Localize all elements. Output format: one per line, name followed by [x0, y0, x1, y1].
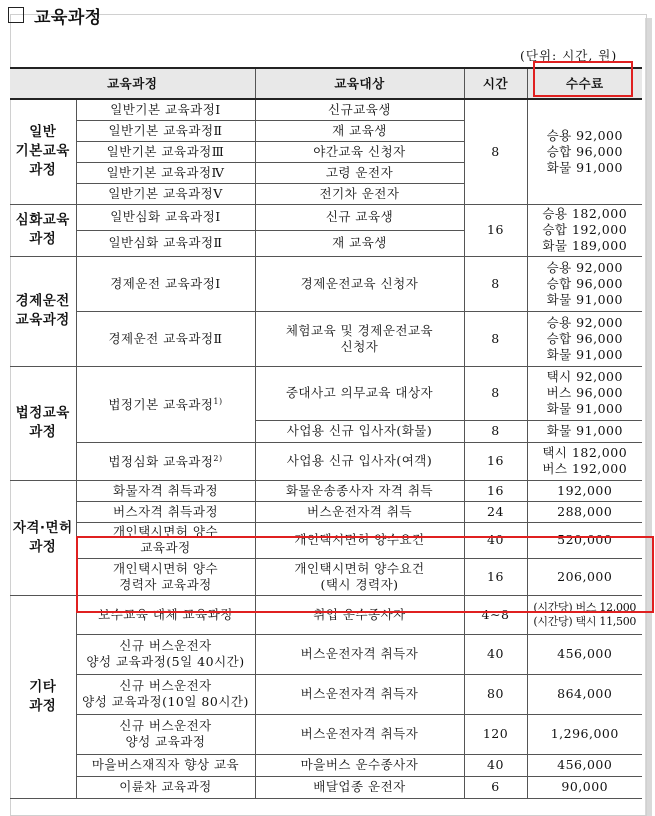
hours-cell: 80 — [464, 674, 527, 714]
table-row — [10, 776, 642, 798]
target-cell: 신규 교육생 — [255, 204, 464, 230]
category-eco-driving: 경제운전 교육과정 — [10, 256, 76, 366]
fee-cell: 택시 92,000 버스 96,000 화물 91,000 — [527, 366, 642, 420]
table-row — [10, 99, 642, 120]
target-cell: 경제운전교육 신청자 — [255, 256, 464, 311]
course-text: 법정기본 교육과정 — [108, 397, 214, 413]
fee-cell: 456,000 — [527, 634, 642, 674]
fee-cell: 90,000 — [527, 776, 642, 798]
fee-cell: 192,000 — [527, 480, 642, 501]
hours-cell: 8 — [464, 366, 527, 420]
target-cell: 체험교육 및 경제운전교육 신청자 — [255, 311, 464, 366]
course-cell: 신규 버스운전자 양성 교육과정(10일 80시간) — [76, 674, 255, 714]
course-text: 법정심화 교육과정 — [108, 454, 214, 470]
course-cell: 이륜차 교육과정 — [76, 776, 255, 798]
checkbox-square-icon — [8, 7, 24, 23]
target-cell: 버스운전자격 취득자 — [255, 674, 464, 714]
header-course: 교육과정 — [10, 68, 255, 99]
hours-cell: 16 — [464, 558, 527, 595]
target-cell: 사업용 신규 입사자(여객) — [255, 442, 464, 480]
table-row — [10, 204, 642, 230]
hours-cell: 6 — [464, 776, 527, 798]
hours-cell: 8 — [464, 311, 527, 366]
target-cell: 버스운전자격 취득자 — [255, 634, 464, 674]
footnote-mark: 2) — [213, 454, 223, 464]
category-legal: 법정교육 과정 — [10, 366, 76, 480]
table-row — [10, 754, 642, 776]
table-row — [10, 256, 642, 311]
hours-cell: 40 — [464, 522, 527, 558]
table-row — [10, 595, 642, 634]
target-cell: 야간교육 신청자 — [255, 141, 464, 162]
target-cell: 취업 운수종사자 — [255, 595, 464, 634]
target-cell: 재 교육생 — [255, 230, 464, 256]
course-cell: 마을버스재직자 향상 교육 — [76, 754, 255, 776]
target-cell: 사업용 신규 입사자(화물) — [255, 420, 464, 442]
fee-cell: 승용 92,000 승합 96,000 화물 91,000 — [527, 256, 642, 311]
table-row — [10, 634, 642, 674]
course-cell: 신규 버스운전자 양성 교육과정 — [76, 714, 255, 754]
course-cell: 버스자격 취득과정 — [76, 501, 255, 522]
target-cell: 개인택시면허 양수요건 — [255, 522, 464, 558]
fee-cell: 승용 182,000 승합 192,000 화물 189,000 — [527, 204, 642, 256]
course-table — [10, 67, 642, 799]
category-general: 일반 기본교육 과정 — [10, 99, 76, 204]
hours-cell: 8 — [464, 99, 527, 204]
fee-cell: 승용 92,000 승합 96,000 화물 91,000 — [527, 311, 642, 366]
course-cell — [76, 442, 255, 480]
fee-cell: 864,000 — [527, 674, 642, 714]
target-cell: 신규교육생 — [255, 99, 464, 120]
fee-cell: 456,000 — [527, 754, 642, 776]
target-cell: 마을버스 운수종사자 — [255, 754, 464, 776]
course-cell: 화물자격 취득과정 — [76, 480, 255, 501]
table-row — [10, 480, 642, 501]
hours-cell: 8 — [464, 256, 527, 311]
table-row — [10, 714, 642, 754]
fee-cell: 520,000 — [527, 522, 642, 558]
fee-cell: 택시 182,000 버스 192,000 — [527, 442, 642, 480]
target-cell: 중대사고 의무교육 대상자 — [255, 366, 464, 420]
category-advanced: 심화교육 과정 — [10, 204, 76, 256]
fee-cell: 화물 91,000 — [527, 420, 642, 442]
course-cell: 개인택시면허 양수 교육과정 — [76, 522, 255, 558]
fee-cell: 288,000 — [527, 501, 642, 522]
course-cell: 경제운전 교육과정Ⅰ — [76, 256, 255, 311]
fee-cell: 승용 92,000 승합 96,000 화물 91,000 — [527, 99, 642, 204]
table-row — [10, 558, 642, 595]
course-cell: 일반기본 교육과정Ⅴ — [76, 183, 255, 204]
table-row — [10, 442, 642, 480]
target-cell: 전기차 운전자 — [255, 183, 464, 204]
hours-cell: 16 — [464, 204, 527, 256]
course-cell: 일반기본 교육과정Ⅳ — [76, 162, 255, 183]
unit-note: (단위: 시간, 원) — [520, 48, 618, 63]
table-row — [10, 674, 642, 714]
course-cell: 경제운전 교육과정Ⅱ — [76, 311, 255, 366]
table-row — [10, 366, 642, 420]
course-cell: 일반심화 교육과정Ⅱ — [76, 230, 255, 256]
hours-cell: 8 — [464, 420, 527, 442]
target-cell: 고령 운전자 — [255, 162, 464, 183]
course-cell: 일반기본 교육과정Ⅰ — [76, 99, 255, 120]
category-other: 기타 과정 — [10, 595, 76, 798]
course-cell: 일반기본 교육과정Ⅱ — [76, 120, 255, 141]
course-cell: 개인택시면허 양수 경력자 교육과정 — [76, 558, 255, 595]
target-cell: 버스운전자격 취득자 — [255, 714, 464, 754]
footnote-mark: 1) — [213, 397, 223, 407]
table-row — [10, 501, 642, 522]
course-cell: 신규 버스운전자 양성 교육과정(5일 40시간) — [76, 634, 255, 674]
fee-cell: (시간당) 버스 12,000 (시간당) 택시 11,500 — [527, 595, 642, 634]
course-cell: 보수교육 대체 교육과정 — [76, 595, 255, 634]
section-title — [8, 2, 102, 28]
hours-cell: 40 — [464, 754, 527, 776]
hours-cell: 4∼8 — [464, 595, 527, 634]
hours-cell: 120 — [464, 714, 527, 754]
header-fee: 수수료 — [527, 68, 642, 99]
target-cell: 개인택시면허 양수요건 (택시 경력자) — [255, 558, 464, 595]
fee-cell: 1,296,000 — [527, 714, 642, 754]
hours-cell: 16 — [464, 480, 527, 501]
header-hours: 시간 — [464, 68, 527, 99]
hours-cell: 40 — [464, 634, 527, 674]
table-row — [10, 522, 642, 558]
target-cell: 버스운전자격 취득 — [255, 501, 464, 522]
hours-cell: 16 — [464, 442, 527, 480]
fee-cell: 206,000 — [527, 558, 642, 595]
section-title-text: 교육과정 — [34, 7, 102, 28]
course-cell — [76, 366, 255, 442]
course-cell: 일반심화 교육과정Ⅰ — [76, 204, 255, 230]
header-target: 교육대상 — [255, 68, 464, 99]
table-row — [10, 311, 642, 366]
target-cell: 화물운송종사자 자격 취득 — [255, 480, 464, 501]
category-license: 자격·면허 과정 — [10, 480, 76, 595]
target-cell: 재 교육생 — [255, 120, 464, 141]
course-cell: 일반기본 교육과정Ⅲ — [76, 141, 255, 162]
hours-cell: 24 — [464, 501, 527, 522]
header-row — [10, 68, 642, 99]
target-cell: 배달업종 운전자 — [255, 776, 464, 798]
